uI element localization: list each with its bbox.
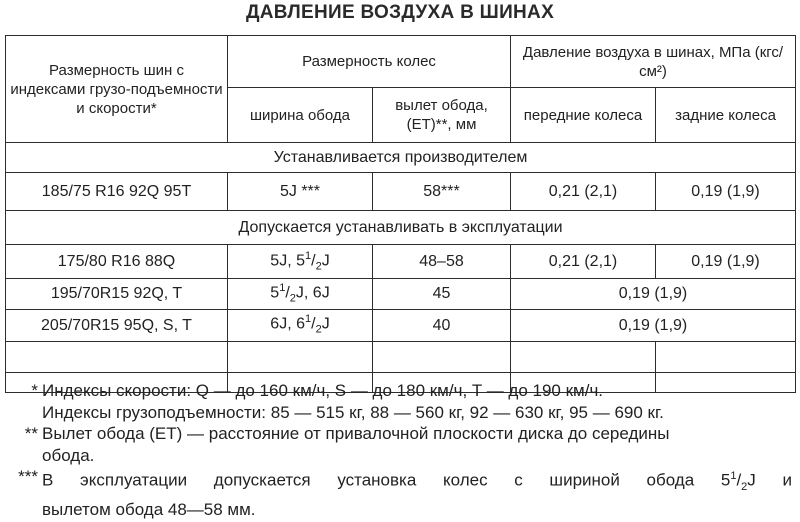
rim-offset-cell: 40 <box>373 309 511 341</box>
page-title: ДАВЛЕНИЕ ВОЗДУХА В ШИНАХ <box>245 2 555 23</box>
header-tire-size: Размерность шин с индексами грузо-подъемности и скорости* <box>6 36 228 143</box>
rim-width-cell: $5^1/_2J$, 6J <box>228 279 373 310</box>
tire-size-cell: 175/80 R16 88Q <box>6 245 228 279</box>
table-row <box>6 309 796 341</box>
section-factory: Устанавливается производителем <box>6 143 796 173</box>
header-pressure: Давление воздуха в шинах, МПа (кгс/см²) <box>511 36 796 88</box>
tire-size-cell: 195/70R15 92Q, T <box>6 279 228 310</box>
tire-size-cell: 205/70R15 95Q, S, T <box>6 309 228 341</box>
header-front-wheels: передние колеса <box>511 88 656 143</box>
footnote-mark: *** <box>18 467 38 486</box>
rear-pressure-cell: 0,19 (1,9) <box>656 173 796 211</box>
table-row <box>6 279 796 310</box>
pressure-cell: 0,19 (1,9) <box>511 279 796 310</box>
rim-width-cell: 5J, $5^1/_2J$ <box>228 245 373 279</box>
footnote-text: Индексы скорости: Q — до 160 км/ч, S — до 180 км/ч, T — до 190 км/ч. <box>42 381 604 400</box>
rim-width-cell: 6J, $6^1/_2J$ <box>228 309 373 341</box>
footnote-text: обода. <box>42 445 95 465</box>
footnote-operation <box>0 466 800 520</box>
rim-width-cell: 5J *** <box>228 173 373 211</box>
tire-pressure-table <box>5 35 796 393</box>
footnote-speed-load <box>0 380 800 423</box>
header-rim-offset: вылет обода, (ЕТ)**, мм <box>373 88 511 143</box>
section-operation: Допускается устанавливать в эксплуатации <box>6 211 796 245</box>
footnote-text: Индексы грузоподъемности: 85 — 515 кг, 88 — 560 кг, 92 — 630 кг, 95 — 690 кг. <box>42 402 664 422</box>
pressure-cell: 0,19 (1,9) <box>511 309 796 341</box>
rim-offset-cell: 48–58 <box>373 245 511 279</box>
footnote-text: вылетом обода 48—58 мм. <box>42 499 256 519</box>
footnote-offset <box>0 423 800 466</box>
footnote-text: Вылет обода (ЕТ) — расстояние от привалочной плоскости диска до середины <box>42 424 670 443</box>
rim-offset-cell: 58*** <box>373 173 511 211</box>
footnote-mark: ** <box>24 424 38 443</box>
rear-pressure-cell: 0,19 (1,9) <box>656 245 796 279</box>
front-pressure-cell: 0,21 (2,1) <box>511 173 656 211</box>
header-rear-wheels: задние колеса <box>656 88 796 143</box>
rim-offset-cell: 45 <box>373 279 511 310</box>
table-row <box>6 245 796 279</box>
header-wheel-size: Размерность колес <box>228 36 511 88</box>
footnotes <box>0 380 800 520</box>
footnote-text: В эксплуатации допускается установка колес с шириной обода $5^1/_2J$ и <box>42 470 792 494</box>
table-row <box>6 173 796 211</box>
footnote-mark: * <box>31 381 38 400</box>
front-pressure-cell: 0,21 (2,1) <box>511 245 656 279</box>
header-rim-width: ширина обода <box>228 88 373 143</box>
tire-size-cell: 185/75 R16 92Q 95T <box>6 173 228 211</box>
